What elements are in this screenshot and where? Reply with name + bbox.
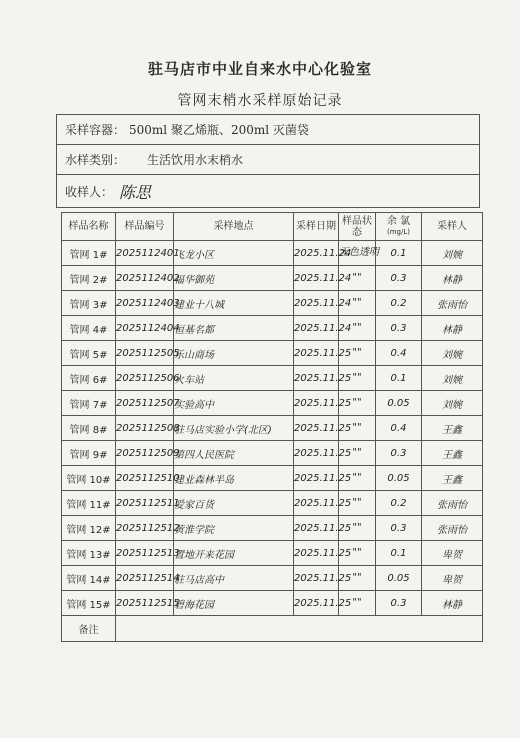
- sample-date: 2025.11.25: [294, 591, 339, 616]
- residual-chlorine: 0.3: [376, 516, 422, 541]
- sample-date: 2025.11.25: [294, 466, 339, 491]
- sample-name: 管网 8#: [62, 416, 116, 441]
- sampler-signature: 刘婉: [422, 391, 483, 416]
- residual-chlorine: 0.2: [376, 291, 422, 316]
- sampler-signature: 林静: [422, 266, 483, 291]
- sample-code: 2025112509: [116, 441, 174, 466]
- sample-code: 2025112512: [116, 516, 174, 541]
- sample-location: 实验高中: [174, 391, 294, 416]
- sample-code: 2025112506: [116, 366, 174, 391]
- collector-signature: 陈思: [119, 182, 152, 202]
- sampler-signature: 王鑫: [422, 466, 483, 491]
- sample-location: 驻马店高中: [174, 566, 294, 591]
- residual-chlorine: 0.3: [376, 441, 422, 466]
- table-row: [62, 366, 483, 391]
- residual-chlorine: 0.3: [376, 316, 422, 341]
- sample-state: "": [339, 391, 376, 416]
- sampler-signature: 王鑫: [422, 441, 483, 466]
- table-row: [62, 416, 483, 441]
- sample-location: 乐山商场: [174, 341, 294, 366]
- sample-name: 管网 5#: [62, 341, 116, 366]
- sample-date: 2025.11.24: [294, 291, 339, 316]
- sample-state: "": [339, 291, 376, 316]
- remark-cell: [116, 616, 483, 642]
- sample-state: "": [339, 466, 376, 491]
- sample-name: 管网 7#: [62, 391, 116, 416]
- sample-name: 管网 14#: [62, 566, 116, 591]
- container-value: 500ml 聚乙烯瓶、200ml 灭菌袋: [129, 123, 309, 137]
- col-header-location: 采样地点: [174, 213, 294, 241]
- table-row: [62, 466, 483, 491]
- sampler-signature: 张雨怡: [422, 491, 483, 516]
- sampler-signature: 卑贺: [422, 566, 483, 591]
- sample-location: 火车站: [174, 366, 294, 391]
- sampler-signature: 林静: [422, 316, 483, 341]
- document-title: 管网末梢水采样原始记录: [177, 93, 343, 109]
- remark-row: [62, 616, 483, 642]
- water-type-row: [57, 145, 479, 175]
- col-header-chlorine-label: 余 氯: [386, 215, 411, 227]
- sample-date: 2025.11.25: [294, 566, 339, 591]
- residual-chlorine: 0.05: [376, 566, 422, 591]
- water-type-label: 水样类别：: [65, 153, 126, 167]
- table-row: [62, 441, 483, 466]
- table-header-row: [62, 213, 483, 241]
- table-row: [62, 391, 483, 416]
- sample-location: 碧海花园: [174, 591, 294, 616]
- sample-state: "": [339, 491, 376, 516]
- col-header-name: 样品名称: [62, 213, 116, 241]
- sampler-signature: 林静: [422, 591, 483, 616]
- sampler-signature: 张雨怡: [422, 291, 483, 316]
- table-row: [62, 591, 483, 616]
- collector-row: [57, 175, 479, 207]
- residual-chlorine: 0.3: [376, 266, 422, 291]
- sample-location: 驻马店实验小学(北区): [174, 416, 294, 441]
- sample-code: 2025112403: [116, 291, 174, 316]
- sample-name: 管网 13#: [62, 541, 116, 566]
- table-row: [62, 566, 483, 591]
- info-box: [56, 114, 480, 208]
- sample-table: [61, 212, 483, 642]
- sample-location: 飞龙小区: [174, 241, 294, 266]
- sampler-signature: 刘婉: [422, 366, 483, 391]
- sample-location: 第四人民医院: [174, 441, 294, 466]
- residual-chlorine: 0.1: [376, 541, 422, 566]
- sample-date: 2025.11.24: [294, 241, 339, 266]
- table-row: [62, 316, 483, 341]
- table-row: [62, 266, 483, 291]
- residual-chlorine: 0.2: [376, 491, 422, 516]
- sample-name: 管网 12#: [62, 516, 116, 541]
- sample-state: "": [339, 341, 376, 366]
- sample-location: 黄淮学院: [174, 516, 294, 541]
- sample-name: 管网 11#: [62, 491, 116, 516]
- sample-code: 2025112513: [116, 541, 174, 566]
- sample-code: 2025112508: [116, 416, 174, 441]
- sample-name: 管网 2#: [62, 266, 116, 291]
- sample-date: 2025.11.25: [294, 541, 339, 566]
- residual-chlorine: 0.4: [376, 416, 422, 441]
- sample-state: "": [339, 541, 376, 566]
- residual-chlorine: 0.3: [376, 591, 422, 616]
- container-row: [57, 115, 479, 145]
- sample-code: 2025112505: [116, 341, 174, 366]
- sampler-signature: 刘婉: [422, 241, 483, 266]
- col-header-chlorine-unit: (mg/L): [387, 227, 410, 236]
- col-header-chlorine: [376, 213, 422, 241]
- sample-code: 2025112401: [116, 241, 174, 266]
- collector-label: 收样人：: [65, 184, 114, 199]
- sample-name: 管网 3#: [62, 291, 116, 316]
- col-header-sampler: 采样人: [422, 213, 483, 241]
- sample-location: 福华御苑: [174, 266, 294, 291]
- sample-code: 2025112404: [116, 316, 174, 341]
- col-header-state: 样品状态: [339, 213, 376, 241]
- sample-location: 建业十八城: [174, 291, 294, 316]
- sampler-signature: 王鑫: [422, 416, 483, 441]
- sample-state: "": [339, 266, 376, 291]
- table-body: [62, 241, 483, 616]
- sample-date: 2025.11.25: [294, 341, 339, 366]
- sample-location: 爱家百货: [174, 491, 294, 516]
- table-row: [62, 541, 483, 566]
- sample-date: 2025.11.25: [294, 441, 339, 466]
- sample-code: 2025112510: [116, 466, 174, 491]
- sampler-signature: 刘婉: [422, 341, 483, 366]
- table-row: [62, 491, 483, 516]
- residual-chlorine: 0.1: [376, 241, 422, 266]
- sample-name: 管网 9#: [62, 441, 116, 466]
- sample-location: 建业森林半岛: [174, 466, 294, 491]
- sample-date: 2025.11.25: [294, 366, 339, 391]
- table-row: [62, 341, 483, 366]
- sample-state: "": [339, 441, 376, 466]
- residual-chlorine: 0.1: [376, 366, 422, 391]
- sample-date: 2025.11.25: [294, 516, 339, 541]
- sampler-signature: 张雨怡: [422, 516, 483, 541]
- sample-code: 2025112511: [116, 491, 174, 516]
- sample-date: 2025.11.24: [294, 316, 339, 341]
- sample-name: 管网 15#: [62, 591, 116, 616]
- residual-chlorine: 0.05: [376, 391, 422, 416]
- water-type-value: 生活饮用水末梢水: [147, 153, 244, 167]
- sample-state: "": [339, 516, 376, 541]
- sample-location: 恒基名都: [174, 316, 294, 341]
- sample-code: 2025112507: [116, 391, 174, 416]
- sample-date: 2025.11.25: [294, 416, 339, 441]
- sample-name: 管网 6#: [62, 366, 116, 391]
- sampler-signature: 卑贺: [422, 541, 483, 566]
- sample-state: "": [339, 316, 376, 341]
- sample-date: 2025.11.25: [294, 391, 339, 416]
- table-row: [62, 516, 483, 541]
- sample-name: 管网 1#: [62, 241, 116, 266]
- residual-chlorine: 0.4: [376, 341, 422, 366]
- sample-date: 2025.11.25: [294, 491, 339, 516]
- sample-code: 2025112515: [116, 591, 174, 616]
- table-row: [62, 241, 483, 266]
- col-header-date: 采样日期: [294, 213, 339, 241]
- org-title: 驻马店市中业自来水中心化验室: [147, 60, 372, 78]
- col-header-code: 样品编号: [116, 213, 174, 241]
- sample-name: 管网 4#: [62, 316, 116, 341]
- sample-state: "": [339, 566, 376, 591]
- container-label: 采样容器：: [65, 123, 126, 137]
- sample-code: 2025112402: [116, 266, 174, 291]
- table-row: [62, 291, 483, 316]
- sample-location: 置地开来花园: [174, 541, 294, 566]
- sample-state: "": [339, 416, 376, 441]
- residual-chlorine: 0.05: [376, 466, 422, 491]
- sample-state: 无色透明: [339, 241, 376, 266]
- sample-state: "": [339, 591, 376, 616]
- sample-state: "": [339, 366, 376, 391]
- sample-date: 2025.11.24: [294, 266, 339, 291]
- remark-label: 备注: [62, 616, 116, 642]
- sample-name: 管网 10#: [62, 466, 116, 491]
- sample-code: 2025112514: [116, 566, 174, 591]
